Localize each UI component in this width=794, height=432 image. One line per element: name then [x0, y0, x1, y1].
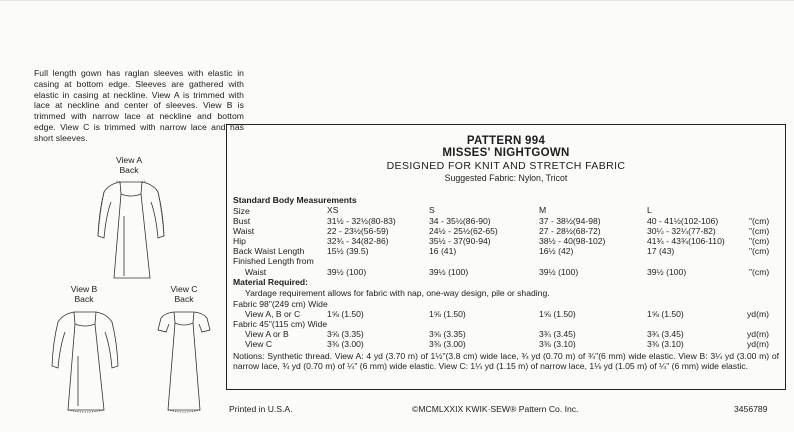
fabric-98-view-abc-label: View A, B or C [245, 309, 301, 319]
bust-xs: 31½ - 32½(80-83) [327, 216, 396, 226]
finished-length-heading: Finished Length from [233, 256, 314, 266]
finished-xs: 39½ (100) [327, 267, 367, 277]
finished-unit: "(cm) [749, 267, 770, 277]
view-c-sketch [150, 306, 218, 414]
material-note: Yardage requirement allows for fabric with nap, one-way design, pile or shading. [245, 288, 550, 298]
fabric-98-s: 1⅝ (1.50) [429, 309, 466, 319]
bust-l: 40 - 41½(102-106) [647, 216, 719, 226]
fabric-45-ab-xs: 3⅝ (3.35) [327, 329, 364, 339]
fabric-45-ab-m: 3¾ (3.45) [539, 329, 576, 339]
copyright: ©MCMLXXIX KWIK·SEW® Pattern Co. Inc. [412, 404, 579, 414]
hip-s: 35½ - 37(90-94) [429, 236, 491, 246]
finished-waist-label: Waist [245, 267, 267, 277]
fabric-98-l: 1⅝ (1.50) [647, 309, 684, 319]
material-heading: Material Required: [233, 277, 308, 287]
view-a-subtitle: Back [119, 165, 139, 175]
suggested-fabric: Suggested Fabric: Nylon, Tricot [444, 173, 568, 183]
view-c-label [154, 284, 214, 304]
fabric-45-c-s: 3⅜ (3.00) [429, 339, 466, 349]
fabric-45-c-m: 3⅜ (3.10) [539, 339, 576, 349]
pattern-name: MISSES' NIGHTGOWN [442, 147, 570, 159]
back-waist-unit: "(cm) [749, 246, 770, 256]
fabric-98-heading: Fabric 98"(249 cm) Wide [233, 299, 328, 309]
finished-s: 39½ (100) [429, 267, 469, 277]
bust-m: 37 - 38½(94-98) [539, 216, 601, 226]
back-waist-l: 17 (43) [647, 246, 675, 256]
view-b-label [54, 284, 114, 304]
hip-unit: "(cm) [749, 236, 770, 246]
fabric-45-c-l: 3⅜ (3.10) [647, 339, 684, 349]
hip-label: Hip [233, 236, 246, 246]
waist-m: 27 - 28½(68-72) [539, 226, 601, 236]
waist-xs: 22 - 23½(56-59) [327, 226, 389, 236]
view-b-title: View B [70, 284, 98, 294]
printed-in: Printed in U.S.A. [229, 404, 293, 414]
bust-label: Bust [233, 216, 251, 226]
bust-s: 34 - 35½(86-90) [429, 216, 491, 226]
waist-l: 30¼ - 32¼(77-82) [647, 226, 716, 236]
back-waist-xs: 15½ (39.5) [327, 246, 369, 256]
finished-l: 39½ (100) [647, 267, 687, 277]
view-c-subtitle: Back [174, 294, 194, 304]
back-waist-label: Back Waist Length [233, 246, 305, 256]
fabric-98-m: 1⅝ (1.50) [539, 309, 576, 319]
pattern-info-box [226, 124, 786, 390]
waist-unit: "(cm) [749, 226, 770, 236]
size-header-l: L [647, 205, 652, 215]
fabric-98-unit: yd(m) [747, 309, 769, 319]
fabric-45-ab-s: 3⅝ (3.35) [429, 329, 466, 339]
finished-m: 39½ (100) [539, 267, 579, 277]
pattern-designed-for: DESIGNED FOR KNIT AND STRETCH FABRIC [386, 160, 626, 172]
fabric-98-xs: 1⅝ (1.50) [327, 309, 364, 319]
size-header-xs: XS [327, 205, 339, 215]
view-a-title: View A [115, 155, 143, 165]
bust-unit: "(cm) [749, 216, 770, 226]
fabric-45-c-unit: yd(m) [747, 339, 769, 349]
fabric-45-ab-l: 3¾ (3.45) [647, 329, 684, 339]
fabric-45-ab-unit: yd(m) [747, 329, 769, 339]
view-c-title: View C [170, 284, 198, 294]
hip-xs: 32¾ - 34(82-86) [327, 236, 389, 246]
view-a-sketch [94, 176, 168, 282]
waist-s: 24½ - 25½(62-65) [429, 226, 498, 236]
notions-text: Notions: Synthetic thread. View A: 4 yd (3.70 m) of 1½"(3.8 cm) wide lace, ¾ yd (0.70 m) of ¾"(6 mm) wide elastic. View B: 3¼ yd (3.00 m) of narrow lace, ¾ yd (0.70 m) of ¼" (6 mm) wide elastic. View C: 1¼ yd (1.15 m) of narrow lace, 1⅛ yd (1.05 m) of ¼" (6 mm) wide elastic. [233, 351, 779, 372]
size-label: Size [233, 206, 250, 216]
fabric-45-heading: Fabric 45"(115 cm) Wide [233, 319, 328, 329]
size-header-s: S [429, 205, 435, 215]
pattern-description: Full length gown has raglan sleeves with elastic in casing at bottom edge. Sleeves are gathered with elastic in casing at neckline. View A is trimmed with lace at neckline and center of sleeves. View B is trimmed with narrow lace at neckline and bottom edge. View C is trimmed with narrow lace and has short sleeves. [34, 68, 244, 143]
pattern-number: PATTERN 994 [466, 135, 546, 147]
waist-label: Waist [233, 226, 255, 236]
view-b-subtitle: Back [74, 294, 94, 304]
back-waist-s: 16 (41) [429, 246, 457, 256]
measurements-heading: Standard Body Measurements [233, 195, 357, 205]
hip-l: 41¾ - 43¾(106-110) [647, 236, 725, 246]
pattern-code: 3456789 [734, 404, 768, 414]
fabric-45-view-ab-label: View A or B [245, 329, 289, 339]
fabric-45-c-xs: 3⅜ (3.00) [327, 339, 364, 349]
back-waist-m: 16½ (42) [539, 246, 574, 256]
size-header-m: M [539, 205, 547, 215]
hip-m: 38½ - 40(98-102) [539, 236, 606, 246]
fabric-45-view-c-label: View C [245, 339, 273, 349]
view-b-sketch [48, 306, 122, 414]
view-a-label [99, 155, 159, 175]
